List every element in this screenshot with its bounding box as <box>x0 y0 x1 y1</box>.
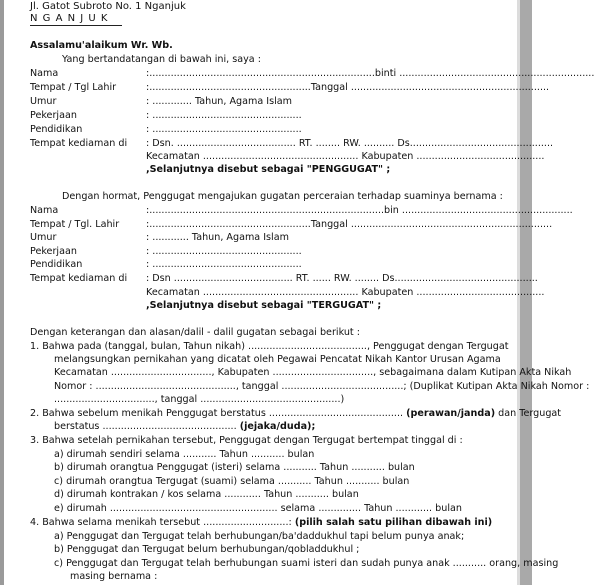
defendant-designation: ,Selanjutnya disebut sebagai "TERGUGAT" ; <box>146 300 382 311</box>
defendant-address-field: : Dsn ....................................... RT. ...... RW. ........ Ds............................................... <box>146 273 538 284</box>
item-4-line-1 <box>30 516 492 529</box>
plaintiff-education-label: Pendidikan <box>30 124 83 135</box>
item-1-line-5: ................................., tanggal ..............................................) <box>54 394 345 405</box>
defendant-birth-label: Tempat / Tgl. Lahir <box>30 219 120 230</box>
item-2-text-end: dan Tergugat <box>498 408 562 419</box>
plaintiff-age-field: : ............. Tahun, Agama Islam <box>146 96 292 107</box>
plaintiff-job-label: Pekerjaan <box>30 110 77 121</box>
header-address: Jl. Gatot Subroto No. 1 Nganjuk <box>30 1 186 12</box>
defendant-name-field: :.............................................................................bin ........................................................ <box>146 205 573 216</box>
plaintiff-education-field: : ................................................. <box>146 124 302 135</box>
item-1-line-1: 1. Bahwa pada (tanggal, bulan, Tahun nikah) ......................................., Penggugat dengan Tergugat <box>30 341 509 352</box>
item-3-option-e: e) dirumah ....................................................... selama .............. Tahun ............ bulan <box>54 503 462 514</box>
defendant-age-label: Umur <box>30 232 57 243</box>
document-page <box>4 0 594 585</box>
item-4-text: 4. Bahwa selama menikah tersebut ............................: <box>30 517 292 528</box>
intro-text: Yang bertandatangan di bawah ini, saya : <box>62 54 261 65</box>
header-city: N G A N J U K <box>30 13 109 24</box>
plaintiff-age-label: Umur <box>30 96 57 107</box>
item-2-text: 2. Bahwa sebelum menikah Penggugat berstatus ............................................ <box>30 408 404 419</box>
plaintiff-district-field: Kecamatan ................................................... Kabupaten .......................................... <box>146 151 545 162</box>
plaintiff-name-field: :..........................................................................binti ................................................................ <box>146 68 594 79</box>
body-intro: Dengan hormat, Penggugat mengajukan gugatan perceraian terhadap suaminya bernama : <box>62 191 503 202</box>
item-4-option-c: c) Penggugat dan Tergugat telah berhubungan suami isteri dan sudah punya anak ........... orang, masing <box>54 558 559 569</box>
item-4-option-c-cont: masing bernama : <box>70 571 158 582</box>
defendant-birth-field: :.....................................................Tanggal .................................................................. <box>146 219 553 230</box>
plaintiff-birth-field: :.....................................................Tanggal ................................................................. <box>146 82 550 93</box>
item-3-option-a: a) dirumah sendiri selama ........... Tahun ........... bulan <box>54 449 315 460</box>
defendant-name-label: Nama <box>30 205 59 216</box>
plaintiff-designation: ,Selanjutnya disebut sebagai "PENGGUGAT" ; <box>146 164 391 175</box>
plaintiff-address-field: : Dsn. ....................................... RT. ........ RW. .......... Ds............................................... <box>146 138 554 149</box>
reasons-intro: Dengan keterangan dan alasan/dalil - dalil gugatan sebagai berikut : <box>30 327 360 338</box>
item-2-status-option: (perawan/janda) <box>406 408 496 419</box>
defendant-job-field: : ................................................. <box>146 246 302 257</box>
item-4-instruction: (pilih salah satu pilihan dibawah ini) <box>294 517 493 528</box>
item-3-line-1: 3. Bahwa setelah pernikahan tersebut, Penggugat dengan Tergugat bertempat tinggal di : <box>30 435 463 446</box>
item-1-line-4: Nomor : .............................................., tanggal ........................................; (Duplikat Kutipan Akta Nikah Nomor : <box>54 381 590 392</box>
item-3-option-d: d) dirumah kontrakan / kos selama ............ Tahun ........... bulan <box>54 489 359 500</box>
defendant-address-label: Tempat kediaman di <box>30 273 128 284</box>
plaintiff-name-label: Nama <box>30 68 59 79</box>
item-4-option-b: b) Penggugat dan Tergugat belum berhubungan/qobladdukhul ; <box>54 544 360 555</box>
item-3-option-b: b) dirumah orangtua Penggugat (isteri) selama ........... Tahun ........... bulan <box>54 462 415 473</box>
plaintiff-job-field: : ................................................. <box>146 110 302 121</box>
plaintiff-address-label: Tempat kediaman di <box>30 138 128 149</box>
item-2-defendant-option: (jejaka/duda); <box>239 421 316 432</box>
item-4-option-a: a) Penggugat dan Tergugat telah berhubungan/ba'daddukhul tapi belum punya anak; <box>54 531 465 542</box>
defendant-education-label: Pendidikan <box>30 259 83 270</box>
defendant-district-field: Kecamatan ................................................... Kabupaten .......................................... <box>146 287 545 298</box>
greeting: Assalamu'alaikum Wr. Wb. <box>30 40 173 51</box>
item-2-line-2 <box>54 420 315 433</box>
item-3-option-c: c) dirumah orangtua Tergugat (suami) selama ........... Tahun ........... bulan <box>54 476 410 487</box>
item-1-line-2: melangsungkan pernikahan yang dicatat oleh Pegawai Pencatat Nikah Kantor Urusan Agama <box>54 354 501 365</box>
plaintiff-birth-label: Tempat / Tgl Lahir <box>30 82 117 93</box>
defendant-education-field: : ................................................. <box>146 259 302 270</box>
defendant-job-label: Pekerjaan <box>30 246 77 257</box>
defendant-age-field: : ............ Tahun, Agama Islam <box>146 232 289 243</box>
item-2-line-1 <box>30 407 561 420</box>
item-2-defendant-status: berstatus ............................................ <box>54 421 237 432</box>
header-underline <box>30 25 122 26</box>
item-1-line-3: Kecamatan ................................., Kabupaten ................................., sebagaimana dalam Kutipan Akta Nikah <box>54 367 572 378</box>
